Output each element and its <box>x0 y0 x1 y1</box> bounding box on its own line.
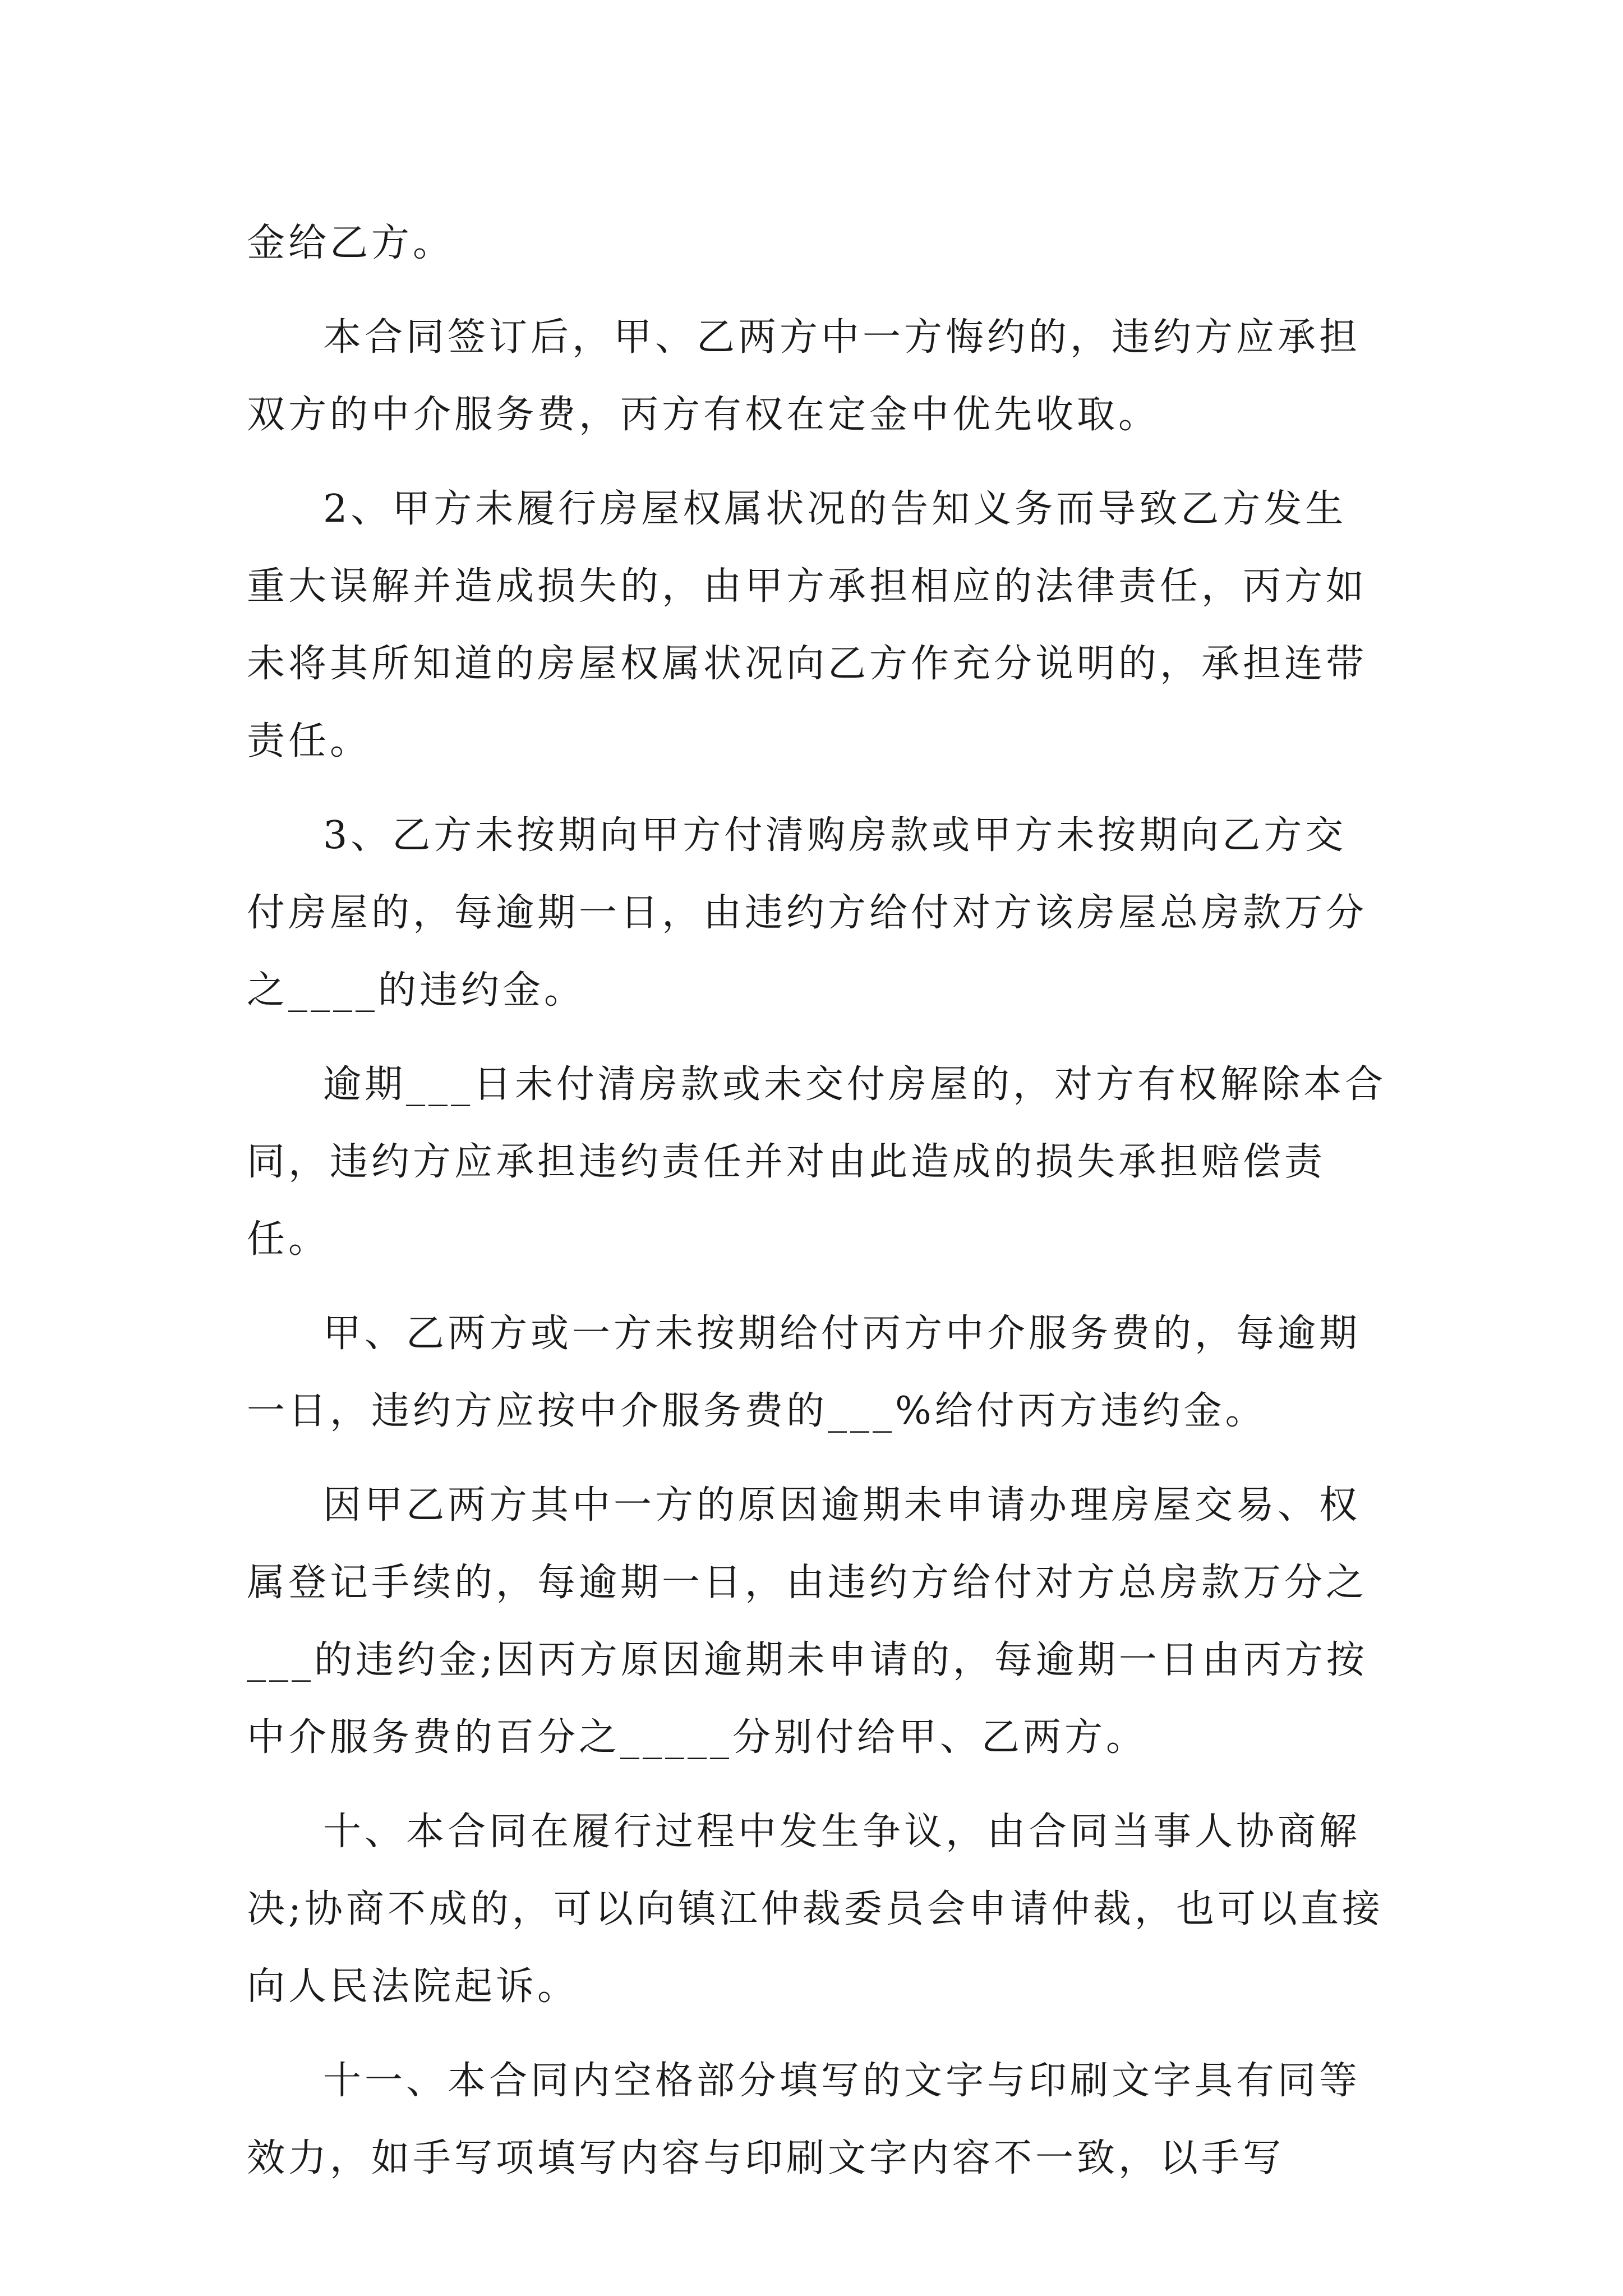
paragraph-continuation: 金给乙方。 <box>247 221 455 265</box>
document-body <box>247 205 1387 2214</box>
paragraph: 逾期___日未付清房款或未交付房屋的，对方有权解除本合同，违约方应承担违约责任并对由此造成的损失承担赔偿责任。 <box>247 1062 1387 1262</box>
paragraph: 3、乙方未按期向甲方付清购房款或甲方未按期向乙方交付房屋的，每逾期一日，由违约方给付对方该房屋总房款万分之____的违约金。 <box>247 813 1368 1013</box>
paragraph: 本合同签订后，甲、乙两方中一方悔约的，违约方应承担双方的中介服务费，丙方有权在定金中优先收取。 <box>247 315 1361 437</box>
paragraph: 2、甲方未履行房屋权属状况的告知义务而导致乙方发生重大误解并造成损失的，由甲方承担相应的法律责任，丙方如未将其所知道的房屋权属状况向乙方作充分说明的，承担连带责任。 <box>247 487 1368 763</box>
paragraph: 十、本合同在履行过程中发生争议，由合同当事人协商解决;协商不成的，可以向镇江仲裁委员会申请仲裁，也可以直接向人民法院起诉。 <box>247 1810 1384 2009</box>
paragraph: 十一、本合同内空格部分填写的文字与印刷文字具有同等效力，如手写项填写内容与印刷文字内容不一致，以手写 <box>247 2059 1361 2180</box>
paragraph: 甲、乙两方或一方未按期给付丙方中介服务费的，每逾期一日，违约方应按中介服务费的___%给付丙方违约金。 <box>247 1312 1361 1433</box>
paragraph: 因甲乙两方其中一方的原因逾期未申请办理房屋交易、权属登记手续的，每逾期一日，由违约方给付对方总房款万分之___的违约金;因丙方原因逾期未申请的，每逾期一日由丙方按中介服务费的百分之_____分别付给甲、乙两方。 <box>247 1483 1368 1760</box>
